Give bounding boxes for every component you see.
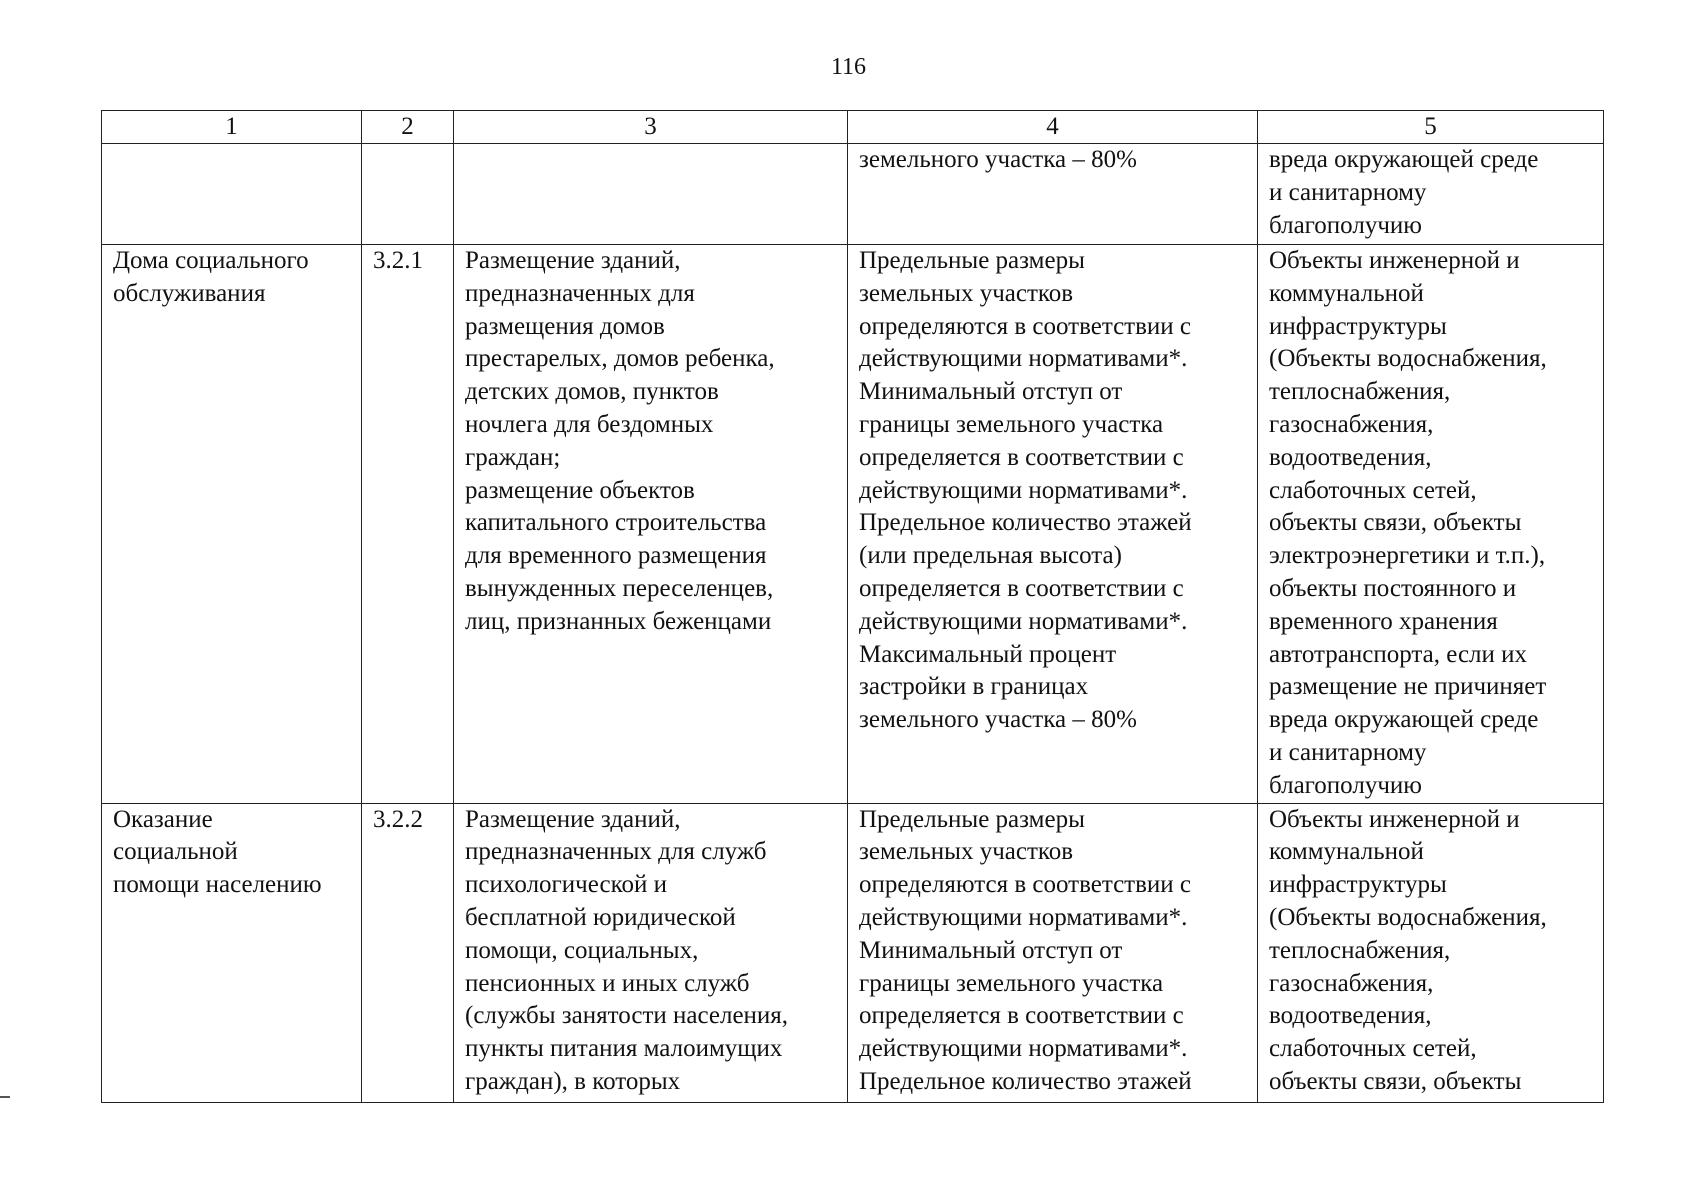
page-number: 116: [830, 54, 867, 80]
cell-use-description: [454, 144, 848, 245]
cell-parameters: Предельные размеры земельных участков определяются в соответствии с действующими нормативами*. Минимальный отступ от границы земельного участка определяется в соответствии с действующими нормативами*. Предельное количество этажей: [848, 803, 1258, 1102]
cell-parameters: Предельные размеры земельных участков определяются в соответствии с действующими нормативами*. Минимальный отступ от границы земельного участка определяется в соответствии с действующими нормативами*. Предельное количество этажей (или предельная высота) определяется в соответствии с действующими нормативами*. Максимальный процент застройки в границах земельного участка – 80%: [848, 245, 1258, 804]
column-header-4: 4: [848, 111, 1258, 144]
cell-parameters-text: земельного участка – 80%: [859, 146, 1137, 173]
cell-use-name: Дома социального обслуживания: [102, 245, 362, 804]
cell-auxiliary-uses-text: вреда окружающей среде и санитарному благополучию: [1269, 146, 1539, 239]
cell-auxiliary-uses: Объекты инженерной и коммунальной инфраструктуры (Объекты водоснабжения, теплоснабжения, газоснабжения, водоотведения, слаботочных сетей, объекты связи, объекты электроэнергетики и т.п.), объекты постоянного и временного хранения автотранспорта, если их размещение не причиняет вреда окружающей среде и санитарному благополучию: [1258, 245, 1604, 804]
cell-auxiliary-uses: [1258, 144, 1604, 245]
cell-use-code: 3.2.2: [362, 803, 454, 1102]
cell-use-code: [362, 144, 454, 245]
table-row: [102, 803, 1604, 1102]
cell-use-name: [102, 144, 362, 245]
table-row-continuation: [102, 144, 1604, 245]
cell-use-description: Размещение зданий, предназначенных для служб психологической и бесплатной юридической помощи, социальных, пенсионных и иных служб (службы занятости населения, пункты питания малоимущих граждан), в которых: [454, 803, 848, 1102]
cell-parameters: [848, 144, 1258, 245]
scan-edge-mark: [0, 1096, 10, 1098]
table-row: [102, 245, 1604, 804]
cell-auxiliary-uses: Объекты инженерной и коммунальной инфраструктуры (Объекты водоснабжения, теплоснабжения, газоснабжения, водоотведения, слаботочных сетей, объекты связи, объекты: [1258, 803, 1604, 1102]
zoning-regulations-table: [101, 110, 1604, 1103]
cell-use-code: 3.2.1: [362, 245, 454, 804]
column-header-3: 3: [454, 111, 848, 144]
column-header-5: 5: [1258, 111, 1604, 144]
column-header-2: 2: [362, 111, 454, 144]
cell-use-name: Оказание социальной помощи населению: [102, 803, 362, 1102]
cell-use-description: Размещение зданий, предназначенных для размещения домов престарелых, домов ребенка, детских домов, пунктов ночлега для бездомных граждан; размещение объектов капитального строительства для временного размещения вынужденных переселенцев, лиц, признанных беженцами: [454, 245, 848, 804]
column-header-1: 1: [102, 111, 362, 144]
column-number-header-row: [102, 111, 1604, 144]
